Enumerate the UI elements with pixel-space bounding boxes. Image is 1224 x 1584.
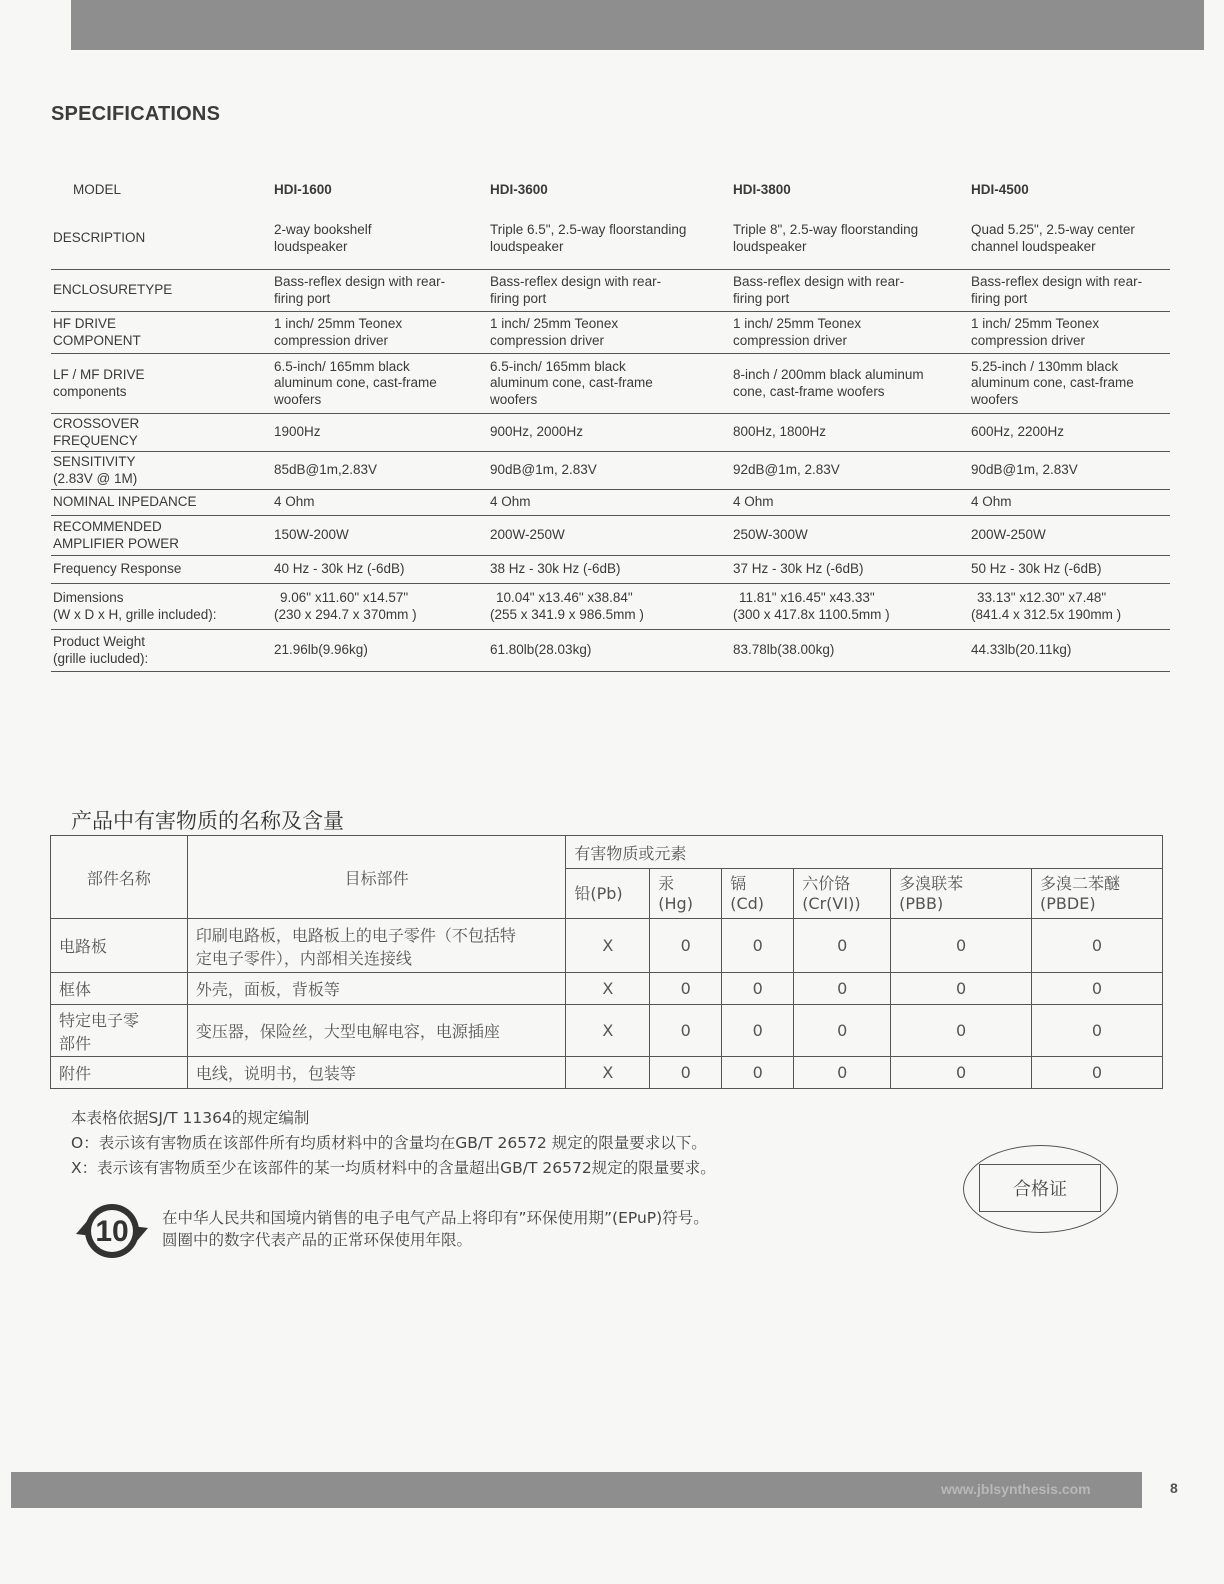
text-line: LF / MF DRIVE [53,367,145,382]
text-line: 部件 [59,1033,92,1053]
text-line: firing port [490,290,547,306]
text-line: 圆圈中的数字代表产品的正常环保使用年限。 [162,1231,473,1249]
text-line: COMPONENT [53,332,141,348]
substance-mark: 0 [722,919,794,973]
substance-mark: X [566,1057,650,1089]
spec-value [733,561,971,578]
text-line: firing port [733,290,790,306]
col-substance-group: 有害物质或元素 [566,836,1163,869]
hazardous-substances-table [50,835,1163,1089]
spec-value [971,222,1170,255]
text-line: 6.5-inch/ 165mm black [490,358,626,374]
spec-value [733,494,971,511]
spec-row-label [51,590,274,623]
text-line: 90dB@1m, 2.83V [971,462,1078,478]
spec-value [490,462,733,479]
spec-value [490,561,733,578]
spec-value [971,494,1170,511]
text-line: CROSSOVER [53,416,140,431]
text-line: 33.13" x12.30" x7.48" [977,590,1107,605]
text-line: 铅(Pb) [574,883,623,903]
spec-value [490,590,733,623]
spec-value [733,590,971,623]
text-line: cone, cast-frame woofers [733,383,885,399]
text-line: 外壳，面板，背板等 [195,980,340,999]
spec-value [733,367,971,400]
text-line: 电路板 [59,937,108,956]
substance-mark: 0 [794,1057,891,1089]
text-line: 250W-300W [733,527,808,543]
text-line: (W x D x H, grille included): [53,606,217,622]
text-line: 2-way bookshelf [274,222,372,237]
spec-value [274,561,490,578]
text-line: (Cr(VI)) [802,893,861,913]
spec-value [733,424,971,441]
text-line: compression driver [971,332,1086,348]
spec-value [274,462,490,479]
spec-row-label [51,519,274,552]
spec-row-label [51,230,274,247]
substance-mark: 0 [891,919,1032,973]
substance-mark: 0 [722,1005,794,1057]
text-line: ENCLOSURETYPE [53,282,173,298]
text-line: 特定电子零 [59,1010,140,1030]
part-name [51,1057,188,1089]
text-line: (PBB) [899,893,944,913]
text-line: 92dB@1m, 2.83V [733,462,840,478]
text-line: 600Hz, 2200Hz [971,424,1065,440]
text-line: 50 Hz - 30k Hz (-6dB) [971,561,1102,577]
text-line: 83.78lb(38.00kg) [733,642,835,658]
text-line: O：表示该有害物质在该部件所有均质材料中的含量均在GB/T 26572 规定的限量要求以下。 [71,1134,707,1152]
target-part [187,1005,566,1057]
text-line: 1 inch/ 25mm Teonex [733,316,862,331]
substance-mark: 0 [650,1005,722,1057]
text-line: 1 inch/ 25mm Teonex [971,316,1100,331]
top-banner [71,0,1204,50]
spec-row [51,270,1170,312]
epup-recycle-icon [72,1196,154,1266]
text-line: 4 Ohm [274,494,315,510]
substance-mark: 0 [1032,919,1163,973]
text-line: SENSITIVITY [53,454,136,469]
regulation-notes [71,1106,716,1181]
spec-value [733,462,971,479]
spec-row-label [51,316,274,349]
text-line: Frequency Response [53,561,182,577]
substance-mark: 0 [1032,1057,1163,1089]
spec-row [51,630,1170,672]
spec-value [971,590,1170,623]
substance-header [794,869,891,919]
target-part [187,919,566,973]
text-line: 4 Ohm [733,494,774,510]
text-line: 4 Ohm [490,494,531,510]
text-line: (841.4 x 312.5x 190mm ) [971,606,1122,622]
spec-value [490,359,733,409]
spec-value [733,222,971,255]
substance-mark: 0 [794,973,891,1005]
text-line: Bass-reflex design with rear- [490,274,662,289]
spec-header-row [51,172,1170,208]
substance-mark: 0 [1032,973,1163,1005]
spec-value [971,359,1170,409]
spec-value [971,424,1170,441]
text-line: 电线，说明书，包装等 [195,1064,356,1083]
text-line: 六价铬 [802,873,851,893]
spec-value [971,316,1170,349]
substance-mark: 0 [650,919,722,973]
text-line: Dimensions [53,590,124,605]
text-line: 38 Hz - 30k Hz (-6dB) [490,561,621,577]
spec-value [274,316,490,349]
text-line: 44.33lb(20.11kg) [971,642,1072,658]
text-line: aluminum cone, cast-frame [274,375,437,391]
text-line: 90dB@1m, 2.83V [490,462,597,478]
text-line: 框体 [59,980,92,999]
spec-value [490,494,733,511]
text-line: compression driver [274,332,389,348]
text-line: woofers [971,391,1019,407]
spec-value [490,527,733,544]
text-line: 900Hz, 2000Hz [490,424,584,440]
text-line: Triple 6.5", 2.5-way floorstanding [490,222,687,237]
text-line: (Cd) [730,893,765,913]
substance-mark: 0 [891,1057,1032,1089]
spec-row [51,584,1170,630]
spec-row-label [51,634,274,667]
text-line: DESCRIPTION [53,230,146,246]
substance-mark: 0 [650,1057,722,1089]
text-line: 85dB@1m,2.83V [274,462,378,478]
hazard-row [51,973,1163,1005]
col-part-name: 部件名称 [51,836,188,919]
substance-mark: 0 [722,1057,794,1089]
text-line: 本表格依据SJ/T 11364的规定编制 [71,1109,310,1127]
text-line: 多溴联苯 [899,873,964,893]
text-line: 8-inch / 200mm black aluminum [733,367,924,382]
spec-value [733,316,971,349]
substance-header [650,869,722,919]
substance-mark: 0 [794,1005,891,1057]
text-line: 61.80lb(28.03kg) [490,642,592,658]
spec-row [51,516,1170,556]
text-line: (230 x 294.7 x 370mm ) [274,606,417,622]
certificate-label: 合格证 [979,1164,1101,1212]
hazard-header-row [51,836,1163,869]
spec-value [490,316,733,349]
epup-description [162,1207,709,1251]
spec-header-cell: HDI-3800 [733,181,791,197]
text-line: (255 x 341.9 x 986.5mm ) [490,606,644,622]
spec-row [51,208,1170,270]
text-line: 1900Hz [274,424,321,440]
text-line: 附件 [59,1064,92,1083]
text-line: 800Hz, 1800Hz [733,424,827,440]
text-line: loudspeaker [274,238,348,254]
substance-mark: X [566,973,650,1005]
text-line: (PBDE) [1040,893,1096,913]
text-line: FREQUENCY [53,432,138,448]
spec-value [490,222,733,255]
text-line: loudspeaker [490,238,564,254]
hazard-row [51,1057,1163,1089]
text-line: 200W-250W [490,527,565,543]
text-line: HF DRIVE [53,316,117,331]
spec-row [51,414,1170,452]
text-line: 镉 [730,873,747,893]
spec-header-cell: HDI-1600 [274,181,332,197]
spec-row-label [51,416,274,449]
substance-header [891,869,1032,919]
part-name [51,973,188,1005]
substance-mark: 0 [891,973,1032,1005]
spec-row [51,556,1170,584]
text-line: firing port [971,290,1028,306]
text-line: 汞 [658,873,675,893]
spec-value [274,642,490,659]
spec-value [274,527,490,544]
spec-value [971,642,1170,659]
col-target-part: 目标部件 [187,836,566,919]
text-line: 10.04" x13.46" x38.84" [496,590,633,605]
text-line: 变压器，保险丝，大型电解电容，电源插座 [195,1022,500,1041]
text-line: 5.25-inch / 130mm black [971,358,1119,374]
spec-value [274,222,490,255]
epup-number: 10 [95,1215,129,1248]
substance-mark: X [566,919,650,973]
text-line: (Hg) [658,893,693,913]
text-line: woofers [274,391,322,407]
spec-row-label [51,561,274,578]
text-line: X：表示该有害物质至少在该部件的某一均质材料中的含量超出GB/T 26572规定的限量要求。 [71,1159,716,1177]
substance-mark: 0 [794,919,891,973]
substance-header [566,869,650,919]
text-line: 4 Ohm [971,494,1012,510]
website-url: www.jblsynthesis.com [941,1481,1091,1497]
spec-value [274,494,490,511]
spec-value [733,642,971,659]
substance-mark: 0 [722,973,794,1005]
spec-value [733,274,971,307]
text-line: firing port [274,290,331,306]
spec-value [490,424,733,441]
spec-value [490,274,733,307]
spec-value [274,359,490,409]
text-line: Bass-reflex design with rear- [971,274,1143,289]
specifications-table [51,172,1170,672]
text-line: 6.5-inch/ 165mm black [274,358,410,374]
part-name [51,919,188,973]
spec-value [971,274,1170,307]
certificate-stamp [963,1145,1118,1233]
text-line: NOMINAL INPEDANCE [53,494,197,510]
part-name [51,1005,188,1057]
page-title: SPECIFICATIONS [51,103,221,125]
spec-row-label [51,454,274,487]
spec-row [51,490,1170,516]
hazard-table-title: 产品中有害物质的名称及含量 [71,809,344,833]
text-line: Triple 8", 2.5-way floorstanding [733,222,919,237]
text-line: 9.06" x11.60" x14.57" [280,590,409,605]
text-line: components [53,383,127,399]
substance-mark: 0 [650,973,722,1005]
text-line: Bass-reflex design with rear- [274,274,446,289]
spec-row [51,312,1170,354]
substance-header [722,869,794,919]
text-line: 40 Hz - 30k Hz (-6dB) [274,561,405,577]
text-line: loudspeaker [733,238,807,254]
spec-value [733,527,971,544]
text-line: 多溴二苯醚 [1040,873,1121,893]
spec-value [274,274,490,307]
page-number: 8 [1170,1480,1178,1496]
text-line: 150W-200W [274,527,349,543]
substance-header [1032,869,1163,919]
text-line: 37 Hz - 30k Hz (-6dB) [733,561,864,577]
spec-value [490,642,733,659]
text-line: 11.81" x16.45" x43.33" [739,590,875,605]
spec-row-label [51,282,274,299]
spec-value [274,590,490,623]
text-line: 1 inch/ 25mm Teonex [274,316,403,331]
text-line: 200W-250W [971,527,1046,543]
substance-mark: 0 [1032,1005,1163,1057]
text-line: (300 x 417.8x 1100.5mm ) [733,606,890,622]
spec-value [274,424,490,441]
text-line: 1 inch/ 25mm Teonex [490,316,619,331]
text-line: (2.83V @ 1M) [53,470,138,486]
text-line: AMPLIFIER POWER [53,535,180,551]
text-line: (grille iucluded): [53,650,149,666]
text-line: 21.96lb(9.96kg) [274,642,368,658]
text-line: woofers [490,391,538,407]
spec-row [51,354,1170,414]
text-line: Quad 5.25", 2.5-way center [971,222,1135,237]
target-part [187,973,566,1005]
spec-row [51,452,1170,490]
text-line: 在中华人民共和国境内销售的电子电气产品上将印有”环保使用期”(EPuP)符号。 [162,1209,709,1227]
spec-value [971,462,1170,479]
text-line: aluminum cone, cast-frame [971,375,1134,391]
spec-header-cell: HDI-4500 [971,181,1029,197]
text-line: 定电子零件），内部相关连接线 [195,948,412,968]
text-line: RECOMMENDED [53,519,162,534]
text-line: compression driver [490,332,605,348]
spec-row-label [51,367,274,400]
hazard-row [51,1005,1163,1057]
hazard-row [51,919,1163,973]
target-part [187,1057,566,1089]
text-line: Product Weight [53,634,146,649]
spec-value [971,561,1170,578]
spec-row-label [51,494,274,511]
substance-mark: 0 [891,1005,1032,1057]
spec-value [971,527,1170,544]
substance-mark: X [566,1005,650,1057]
spec-header-cell: HDI-3600 [490,181,548,197]
spec-header-cell: MODEL [73,181,122,197]
text-line: Bass-reflex design with rear- [733,274,905,289]
text-line: aluminum cone, cast-frame [490,375,653,391]
text-line: compression driver [733,332,848,348]
text-line: 印刷电路板，电路板上的电子零件（不包括特 [195,925,516,945]
text-line: channel loudspeaker [971,238,1096,254]
